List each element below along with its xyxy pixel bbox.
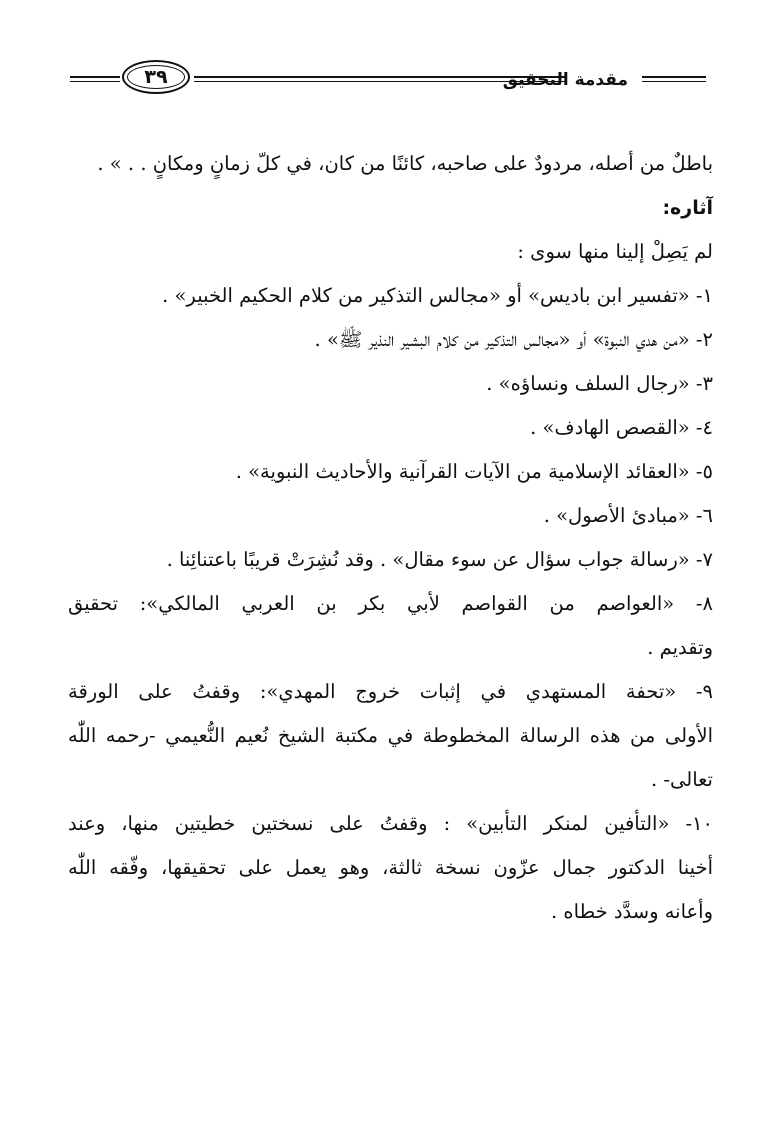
work-item-4: ٤- «القصص الهادف» . — [530, 416, 713, 439]
opening-line: باطلٌ من أصله، مردودٌ على صاحبه، كائنًا من كان، في كلّ زمانٍ ومكانٍ . . » . — [97, 152, 713, 175]
intro-line: لم يَصِلْ إلينا منها سوى : — [517, 240, 713, 263]
work-item-10-line-3: وأعانه وسدَّد خطاه . — [551, 900, 713, 923]
page-number: ٣٩ — [144, 66, 168, 88]
work-item-6: ٦- «مبادئ الأصول» . — [543, 504, 713, 527]
work-item-9-line-3: تعالى- . — [651, 768, 713, 791]
work-item-9-line-1: ٩- «تحفة المستهدي في إثبات خروج المهدي»: وقفتُ على الورقة — [68, 680, 713, 703]
page-number-badge — [122, 60, 190, 94]
section-heading: آثاره: — [662, 197, 713, 219]
work-item-9-line-2: الأولى من هذه الرسالة المخطوطة في مكتبة الشيخ نُعيم النُّعيمي -رحمه اللّٰه — [68, 724, 713, 747]
header-rule-left — [70, 76, 120, 82]
work-item-8-line-1: ٨- «العواصم من القواصم لأبي بكر بن العربي المالكي»: تحقيق — [68, 592, 713, 615]
work-item-7: ٧- «رسالة جواب سؤال عن سوء مقال» . وقد نُشِرَتْ قريبًا باعتنائِنا . — [166, 548, 713, 571]
work-item-10-line-2: أخينا الدكتور جمال عزّون نسخة ثالثة، وهو يعمل على تحقيقها، وفّقه اللّٰه — [68, 856, 713, 879]
page-body — [68, 142, 713, 934]
work-item-3: ٣- «رجال السلف ونساؤه» . — [486, 372, 713, 395]
work-item-10-line-1: ١٠- «التأفين لمنكر التأبين» : وقفتُ على نسختين خطيتين منها، وعند — [68, 812, 713, 835]
work-item-2: ٢- «من هدي النبوة» أو «مجالس التذكير من كلام البشير النذير ﷺ» . — [314, 328, 713, 351]
page-header — [70, 58, 706, 104]
running-title: مقدمة التحقيق — [502, 70, 628, 90]
work-item-8-line-2: وتقديم . — [647, 636, 713, 659]
work-item-1: ١- «تفسير ابن باديس» أو «مجالس التذكير من كلام الحكيم الخبير» . — [162, 284, 713, 307]
work-item-5: ٥- «العقائد الإسلامية من الآيات القرآنية والأحاديث النبوية» . — [235, 460, 713, 483]
header-rule-right — [642, 76, 706, 82]
